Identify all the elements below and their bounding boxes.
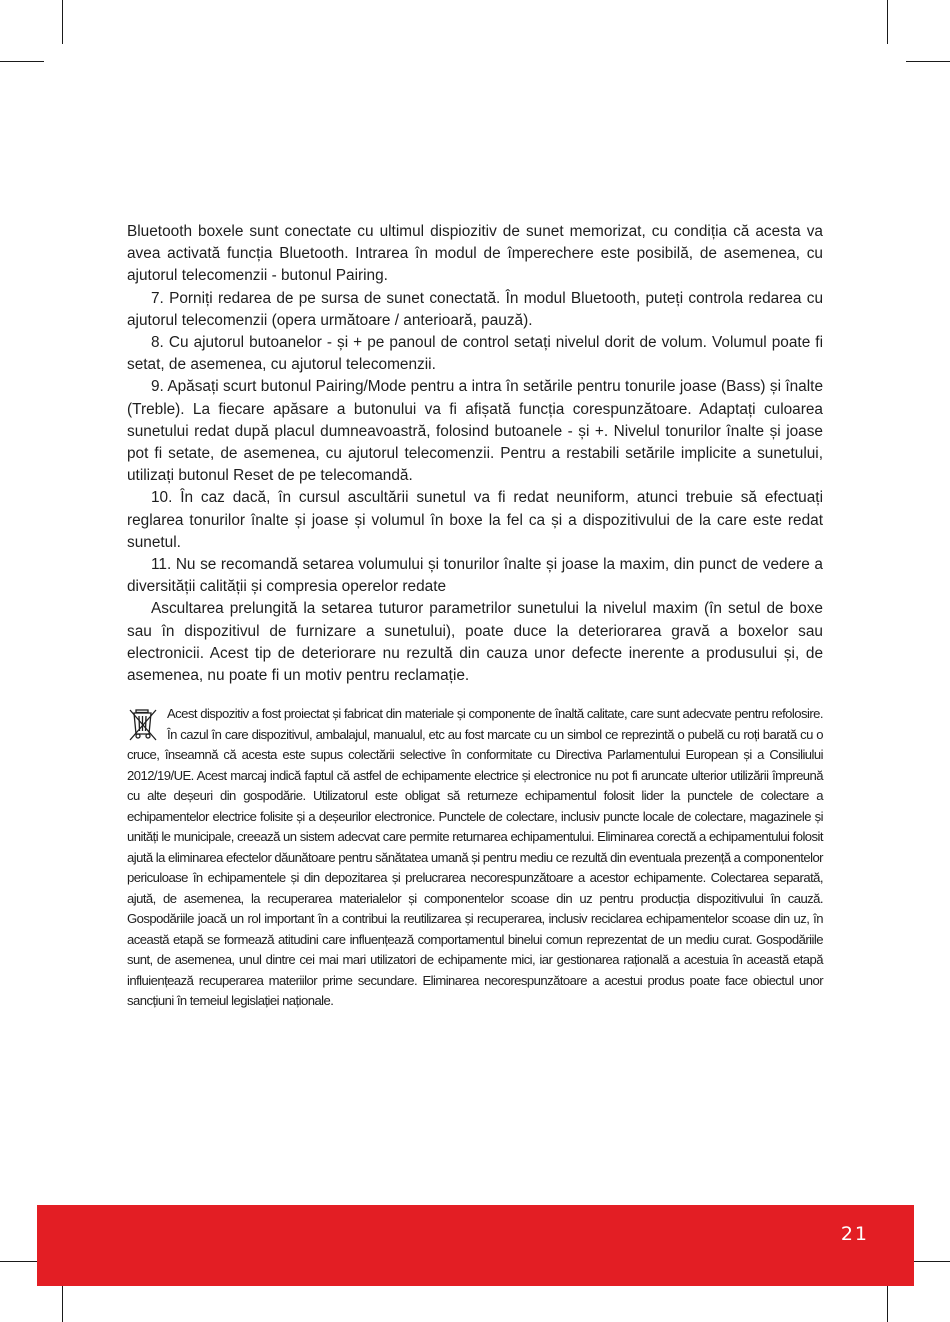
footer-bar — [37, 1205, 914, 1286]
crop-mark — [906, 61, 950, 62]
paragraph: 10. În caz dacă, în cursul ascultării sunetul va fi redat neuniform, atunci trebuie să efectuați reglarea tonurilor înalte și joase și volumul în boxe la fel ca și a dispozitivului de la care este redat sunetul. — [127, 489, 823, 551]
weee-notice — [127, 704, 823, 1012]
crop-mark — [0, 61, 44, 62]
paragraph: Ascultarea prelungită la setarea tuturor parametrilor sunetului la nivelul maxim (în setul de boxe sau în dispozitivul de furnizare a sunetului), poate duce la deteriorarea gravă a boxelor sau electronicii. Acest tip de deteriorare nu rezultă din cauza unor defecte inerente a produsului și, de asemenea, nu poate fi un motiv pentru reclamație. — [127, 600, 823, 685]
crop-mark — [887, 0, 888, 44]
main-text — [127, 221, 823, 687]
paragraph: 9. Apăsați scurt butonul Pairing/Mode pentru a intra în setările pentru tonurile joase (Bass) și înalte (Treble). La fiecare apăsare a butonului va fi afișată funcția corespunzătoare. Adaptați culoarea sunetului redat după placul dumneavoastră, folosind butoanele - și +. Nivelul tonurilor înalte și joase pot fi setate, de asemenea, cu ajutorul telecomenzii. Pentru a restabili setările implicite a sunetului, utilizați butonul Reset de pe telecomandă. — [127, 378, 823, 485]
weee-text: Acest dispozitiv a fost proiectat și fabricat din materiale și componente de înaltă calitate, care sunt adecvate pentru refolosire. În cazul în care dispozitivul, ambalajul, manualul, etc au fost marcate cu un simbol ce reprezintă o pubelă cu roți barată cu o cruce, înseamnă că acesta este supus colectării selective în conformitate cu Directiva Parlamentului European și a Consiliului 2012/19/UE. Acest marcaj indică faptul că astfel de echipamente electrice și electronice nu pot fi aruncate ulterior utilizării împreună cu alte deșeuri din gospodărie. Utilizatorul este obligat să returneze echipamentul folosit lider la punctele de colectare a echipamentelor electrice folisite și a deșeurilor electronice. Punctele de colectare, inclusiv puncte locale de colectare, magazinele și unități le municipale, creează un sistem adecvat care permite returnarea echipamentului. Eliminarea corectă a echipamentului folosit ajută la eliminarea efectelor dăunătoare pentru sănătatea umană și pentru mediu ce rezultă din eventuala prezență a componentelor periculoase în echipamentele și din depozitarea și prelucrarea necorespunzătoare a acestor echipamente. Colectarea separată, ajută, de asemenea, la recuperarea materialelor și componentelor scoase din uz pentru producția dispozitivului în cauză. Gospodăriile joacă un rol important în a contribui la reutilizarea și recuperarea, inclusiv reciclarea echipamentelor scoase din uz, în această etapă se formează atitudini care influențează comportamentul binelui comun reprezentat de un mediu curat. Gospodăriile sunt, de asemenea, unul dintre cei mai mari utilizatori de echipamente mici, iar gestionarea rațională a acestuia în această etapă influiențează recuperarea materiilor prime secundare. Eliminarea necorespunzătoare a acestui produs poate face obiectul unor sancțiuni în temeiul legislației naționale. — [127, 706, 823, 1008]
paragraph: 7. Porniți redarea de pe sursa de sunet conectată. În modul Bluetooth, puteți controla redarea cu ajutorul telecomenzii (opera următoare / anterioară, pauză). — [127, 289, 823, 329]
paragraph: 8. Cu ajutorul butoanelor - și + pe panoul de control setați nivelul dorit de volum. Volumul poate fi setat, de asemenea, cu ajutorul telecomenzii. — [127, 334, 823, 374]
crop-mark — [62, 0, 63, 44]
paragraph: 11. Nu se recomandă setarea volumului și tonurilor înalte și joase la maxim, din punct de vedere a diversității calității și compresia operelor redate — [127, 556, 823, 596]
paragraph: Bluetooth boxele sunt conectate cu ultimul dispiozitiv de sunet memorizat, cu condiția că acesta va avea activată funcția Bluetooth. Intrarea în modul de împerechere este posibilă, de asemenea, cu ajutorul telecomenzii - butonul Pairing. — [127, 223, 823, 285]
page-number: 21 — [840, 1223, 869, 1245]
crossed-out-wheelie-bin-icon — [127, 706, 161, 744]
